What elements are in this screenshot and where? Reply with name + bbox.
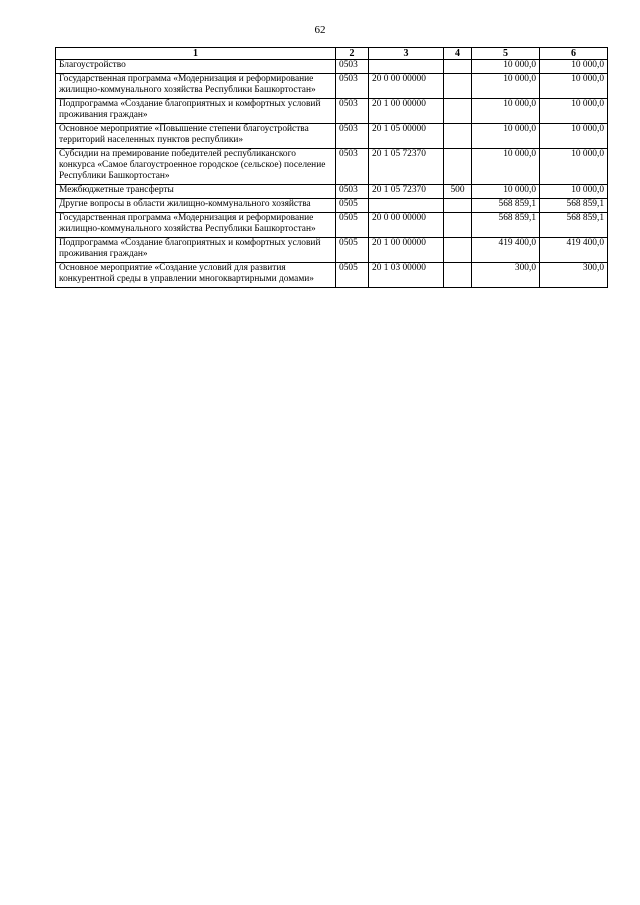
row-target-code: 20 1 05 72370: [369, 149, 444, 185]
row-expense-type: [444, 199, 472, 213]
header-col-6: 6: [540, 48, 608, 60]
row-target-code: [369, 60, 444, 74]
row-name: Подпрограмма «Создание благоприятных и комфортных условий проживания граждан»: [56, 238, 336, 263]
table-header-row: [56, 48, 608, 60]
row-amount-2: 10 000,0: [540, 99, 608, 124]
row-expense-type: [444, 124, 472, 149]
row-amount-2: 568 859,1: [540, 199, 608, 213]
row-expense-type: [444, 263, 472, 288]
row-section-code: 0503: [336, 74, 369, 99]
row-expense-type: [444, 238, 472, 263]
row-amount-2: 419 400,0: [540, 238, 608, 263]
row-target-code: [369, 199, 444, 213]
table-row: [56, 185, 608, 199]
table-row: [56, 199, 608, 213]
header-col-2: 2: [336, 48, 369, 60]
row-expense-type: [444, 149, 472, 185]
row-amount-2: 10 000,0: [540, 185, 608, 199]
row-section-code: 0505: [336, 199, 369, 213]
row-target-code: 20 1 05 00000: [369, 124, 444, 149]
table-row: [56, 149, 608, 185]
row-name: Основное мероприятие «Создание условий для развития конкурентной среды в управлении многоквартирными домами»: [56, 263, 336, 288]
row-section-code: 0505: [336, 263, 369, 288]
row-name: Другие вопросы в области жилищно-коммунального хозяйства: [56, 199, 336, 213]
row-amount-2: 10 000,0: [540, 149, 608, 185]
table-row: [56, 74, 608, 99]
table-row: [56, 213, 608, 238]
row-section-code: 0503: [336, 124, 369, 149]
row-expense-type: [444, 99, 472, 124]
table-row: [56, 124, 608, 149]
header-col-4: 4: [444, 48, 472, 60]
row-amount-2: 10 000,0: [540, 74, 608, 99]
row-amount-1: 568 859,1: [472, 199, 540, 213]
row-name: Благоустройство: [56, 60, 336, 74]
page-number: 62: [314, 24, 326, 36]
row-amount-1: 10 000,0: [472, 149, 540, 185]
row-section-code: 0503: [336, 149, 369, 185]
table-row: [56, 238, 608, 263]
row-amount-1: 419 400,0: [472, 238, 540, 263]
row-amount-1: 568 859,1: [472, 213, 540, 238]
row-amount-1: 10 000,0: [472, 185, 540, 199]
row-amount-2: 568 859,1: [540, 213, 608, 238]
table-row: [56, 263, 608, 288]
row-expense-type: [444, 213, 472, 238]
row-target-code: 20 0 00 00000: [369, 74, 444, 99]
row-name: Подпрограмма «Создание благоприятных и комфортных условий проживания граждан»: [56, 99, 336, 124]
row-name: Государственная программа «Модернизация и реформирование жилищно-коммунального хозяйства Республики Башкортостан»: [56, 74, 336, 99]
row-name: Межбюджетные трансферты: [56, 185, 336, 199]
header-col-1: 1: [56, 48, 336, 60]
table-row: [56, 60, 608, 74]
header-col-3: 3: [369, 48, 444, 60]
row-target-code: 20 1 00 00000: [369, 238, 444, 263]
table-row: [56, 99, 608, 124]
row-target-code: 20 1 05 72370: [369, 185, 444, 199]
row-section-code: 0505: [336, 213, 369, 238]
row-amount-2: 10 000,0: [540, 124, 608, 149]
row-amount-1: 10 000,0: [472, 60, 540, 74]
row-name: Субсидии на премирование победителей республиканского конкурса «Самое благоустроенное городское (сельское) поселение Республики Башкортостан»: [56, 149, 336, 185]
header-col-5: 5: [472, 48, 540, 60]
row-expense-type: [444, 74, 472, 99]
row-name: Основное мероприятие «Повышение степени благоустройства территорий населенных пунктов республики»: [56, 124, 336, 149]
row-amount-1: 10 000,0: [472, 124, 540, 149]
row-section-code: 0503: [336, 99, 369, 124]
row-expense-type: 500: [444, 185, 472, 199]
row-expense-type: [444, 60, 472, 74]
row-target-code: 20 0 00 00000: [369, 213, 444, 238]
row-target-code: 20 1 03 00000: [369, 263, 444, 288]
row-amount-2: 300,0: [540, 263, 608, 288]
row-target-code: 20 1 00 00000: [369, 99, 444, 124]
row-amount-1: 300,0: [472, 263, 540, 288]
row-name: Государственная программа «Модернизация и реформирование жилищно-коммунального хозяйства Республики Башкортостан»: [56, 213, 336, 238]
row-section-code: 0503: [336, 185, 369, 199]
row-section-code: 0505: [336, 238, 369, 263]
row-amount-1: 10 000,0: [472, 74, 540, 99]
budget-table: [55, 47, 608, 288]
row-section-code: 0503: [336, 60, 369, 74]
row-amount-2: 10 000,0: [540, 60, 608, 74]
row-amount-1: 10 000,0: [472, 99, 540, 124]
